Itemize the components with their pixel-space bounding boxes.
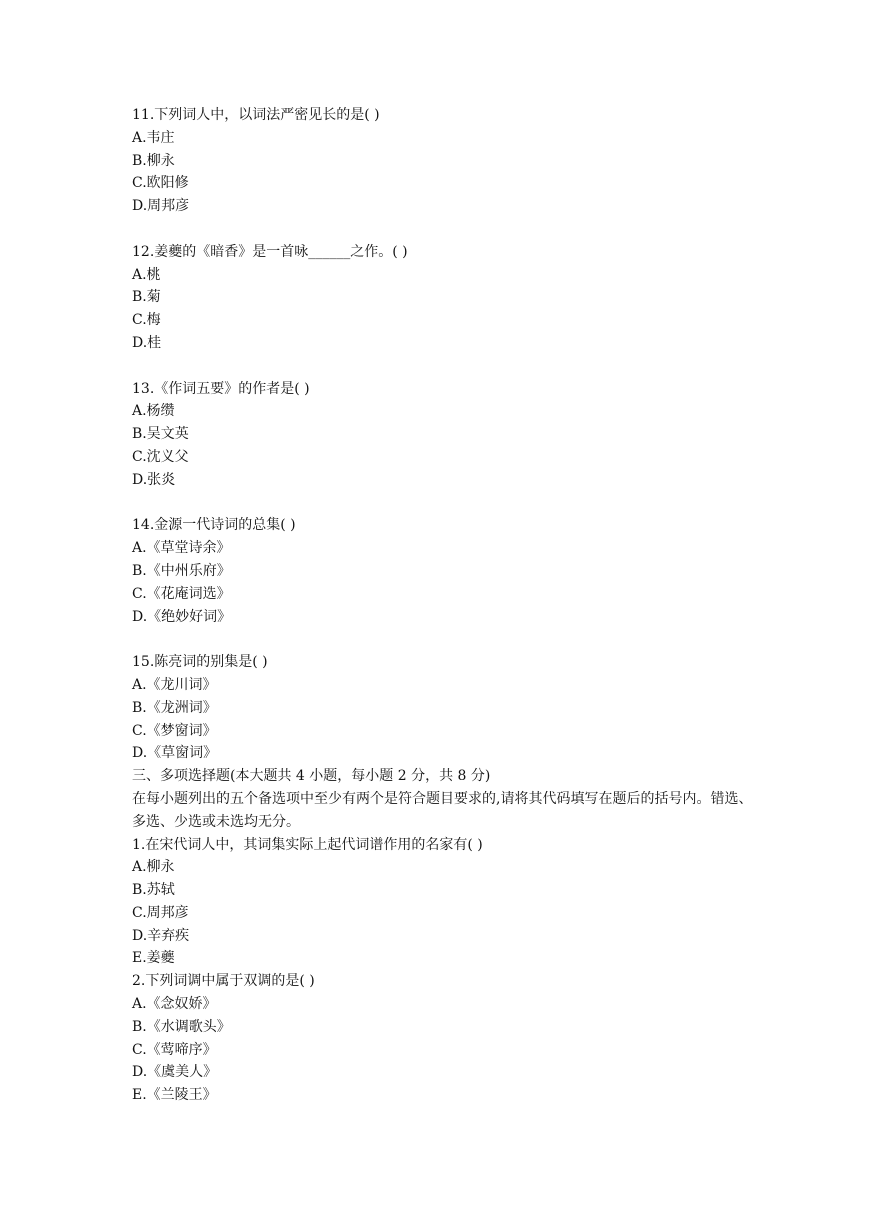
option-a: A.杨缵 — [132, 403, 175, 420]
option-c: C.《花庵词选》 — [132, 585, 231, 602]
question-stem: 13.《作词五要》的作者是( ) — [132, 380, 310, 397]
option-b: B.吴文英 — [132, 426, 189, 443]
option-b: B.苏轼 — [132, 882, 175, 899]
option-b: B.柳永 — [132, 152, 175, 169]
option-b: B.《中州乐府》 — [132, 562, 231, 579]
section-instructions: 在每小题列出的五个备选项中至少有两个是符合题目要求的,请将其代码填写在题后的括号内。错选、多选、少选或未选均无分。 — [132, 790, 753, 830]
option-a: A.《念奴娇》 — [132, 996, 217, 1013]
option-d: D.张炎 — [132, 471, 176, 488]
multi-question-1 — [132, 834, 772, 971]
option-c: C.《莺啼序》 — [132, 1041, 217, 1058]
question-stem: 12.姜夔的《暗香》是一首咏______之作。( ) — [132, 243, 408, 260]
option-c: C.沈义父 — [132, 448, 189, 465]
multi-question-2 — [132, 970, 772, 1107]
question-stem: 14.金源一代诗词的总集( ) — [132, 517, 296, 534]
question-15 — [132, 651, 772, 765]
option-e: E.《兰陵王》 — [132, 1087, 217, 1104]
question-stem: 2.下列词调中属于双调的是( ) — [132, 973, 315, 990]
option-e: E.姜夔 — [132, 950, 175, 967]
spacer — [132, 355, 772, 378]
option-a: A.桃 — [132, 266, 161, 283]
option-b: B.《龙洲词》 — [132, 699, 217, 716]
option-d: D.辛弃疾 — [132, 927, 190, 944]
question-stem: 15.陈亮词的别集是( ) — [132, 654, 268, 671]
option-a: A.《草堂诗余》 — [132, 540, 231, 557]
option-d: D.《绝妙好词》 — [132, 608, 232, 625]
option-c: C.欧阳修 — [132, 175, 189, 192]
option-b: B.菊 — [132, 289, 161, 306]
question-stem: 1.在宋代词人中，其词集实际上起代词谱作用的名家有( ) — [132, 836, 483, 853]
question-11 — [132, 104, 772, 218]
spacer — [132, 218, 772, 241]
option-d: D.《草窗词》 — [132, 745, 218, 762]
option-c: C.梅 — [132, 312, 161, 329]
option-c: C.周邦彦 — [132, 904, 189, 921]
option-a: A.《龙川词》 — [132, 676, 217, 693]
document-body — [132, 104, 772, 1107]
option-c: C.《梦窗词》 — [132, 722, 217, 739]
option-a: A.柳永 — [132, 859, 175, 876]
option-d: D.周邦彦 — [132, 198, 190, 215]
spacer — [132, 628, 772, 651]
section-heading: 三、多项选择题(本大题共 4 小题，每小题 2 分，共 8 分) — [132, 768, 491, 785]
question-14 — [132, 514, 772, 628]
question-stem: 11.下列词人中，以词法严密见长的是( ) — [132, 107, 380, 123]
question-12 — [132, 241, 772, 355]
option-b: B.《水调歌头》 — [132, 1018, 231, 1035]
question-13 — [132, 378, 772, 492]
option-d: D.桂 — [132, 334, 162, 351]
option-a: A.韦庄 — [132, 129, 175, 146]
option-d: D.《虞美人》 — [132, 1064, 218, 1081]
spacer — [132, 492, 772, 515]
